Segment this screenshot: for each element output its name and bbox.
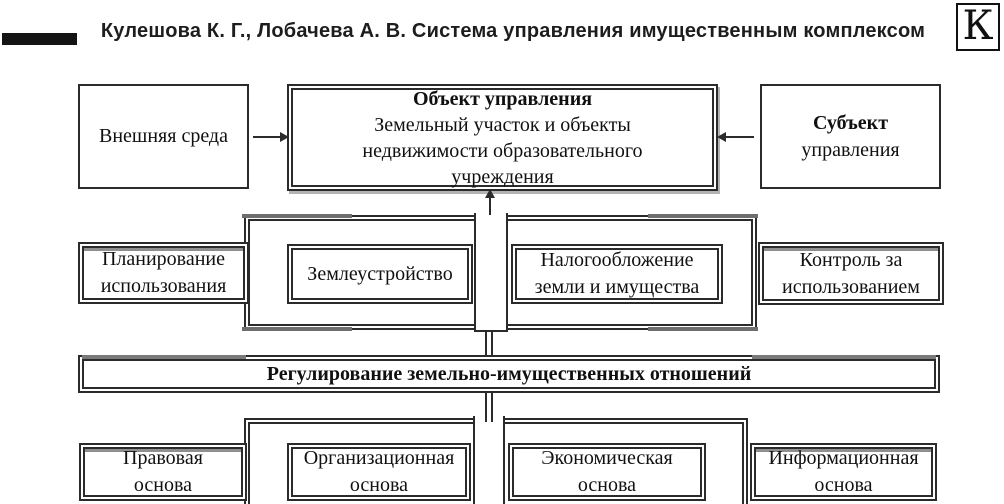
box-management-subject xyxy=(760,84,941,189)
box-line: Экономическая xyxy=(541,447,673,469)
box-line: Земельный участок и объекты xyxy=(374,113,631,136)
box-taxation xyxy=(511,244,723,304)
box-line: Контроль за xyxy=(799,248,903,271)
arrow-up-icon xyxy=(489,198,491,215)
box-line: Планирование xyxy=(101,248,226,270)
box-line: основа xyxy=(133,474,193,496)
scan-corner-mark xyxy=(242,214,352,218)
box-land-management xyxy=(287,244,473,304)
box-line: основа xyxy=(814,474,873,496)
box-external-environment xyxy=(78,84,249,189)
box-line: учреждения xyxy=(451,165,554,188)
box-line: Правовая xyxy=(123,447,203,469)
scan-corner-mark xyxy=(648,214,758,218)
page-title: Кулешова К. Г., Лобачева А. В. Система управления имущественным комплексом xyxy=(100,20,926,42)
regulation-bar xyxy=(78,355,940,393)
header-rule xyxy=(2,33,77,45)
box-economic-basis xyxy=(508,443,706,501)
box-label: Землеустройство xyxy=(307,262,453,285)
double-link-icon xyxy=(485,393,493,422)
box-usage-control xyxy=(758,242,944,305)
box-line: Налогообложение xyxy=(540,249,694,271)
journal-logo xyxy=(956,3,1000,51)
box-line: управления xyxy=(801,138,900,161)
box-line: Организационная xyxy=(303,447,455,469)
double-link-icon xyxy=(485,331,493,357)
box-line: основа xyxy=(577,474,637,496)
box-line: использованием xyxy=(782,275,920,298)
box-planning xyxy=(78,242,249,304)
arrow-left-icon xyxy=(726,136,754,138)
arrow-right-icon xyxy=(253,136,280,138)
logo-letter: К xyxy=(962,3,994,49)
box-line: Информационная xyxy=(768,447,919,469)
connector-channel xyxy=(474,213,508,332)
scan-corner-mark xyxy=(648,327,758,331)
box-title: Субъект xyxy=(812,111,889,134)
box-line: земли и имущества xyxy=(534,276,700,298)
box-informational-basis xyxy=(750,443,937,501)
scan-corner-mark xyxy=(242,327,352,331)
box-management-object xyxy=(287,84,718,191)
box-title: Объект управления xyxy=(412,87,593,110)
bar-label: Регулирование земельно-имущественных отношений xyxy=(266,362,752,385)
connector-channel xyxy=(473,416,505,504)
box-organizational-basis xyxy=(287,443,471,501)
box-line: основа xyxy=(349,474,409,496)
box-label: Внешняя среда xyxy=(99,125,228,147)
box-line: недвижимости образовательного xyxy=(362,139,643,162)
box-legal-basis xyxy=(79,443,247,501)
box-line: использования xyxy=(100,275,227,297)
